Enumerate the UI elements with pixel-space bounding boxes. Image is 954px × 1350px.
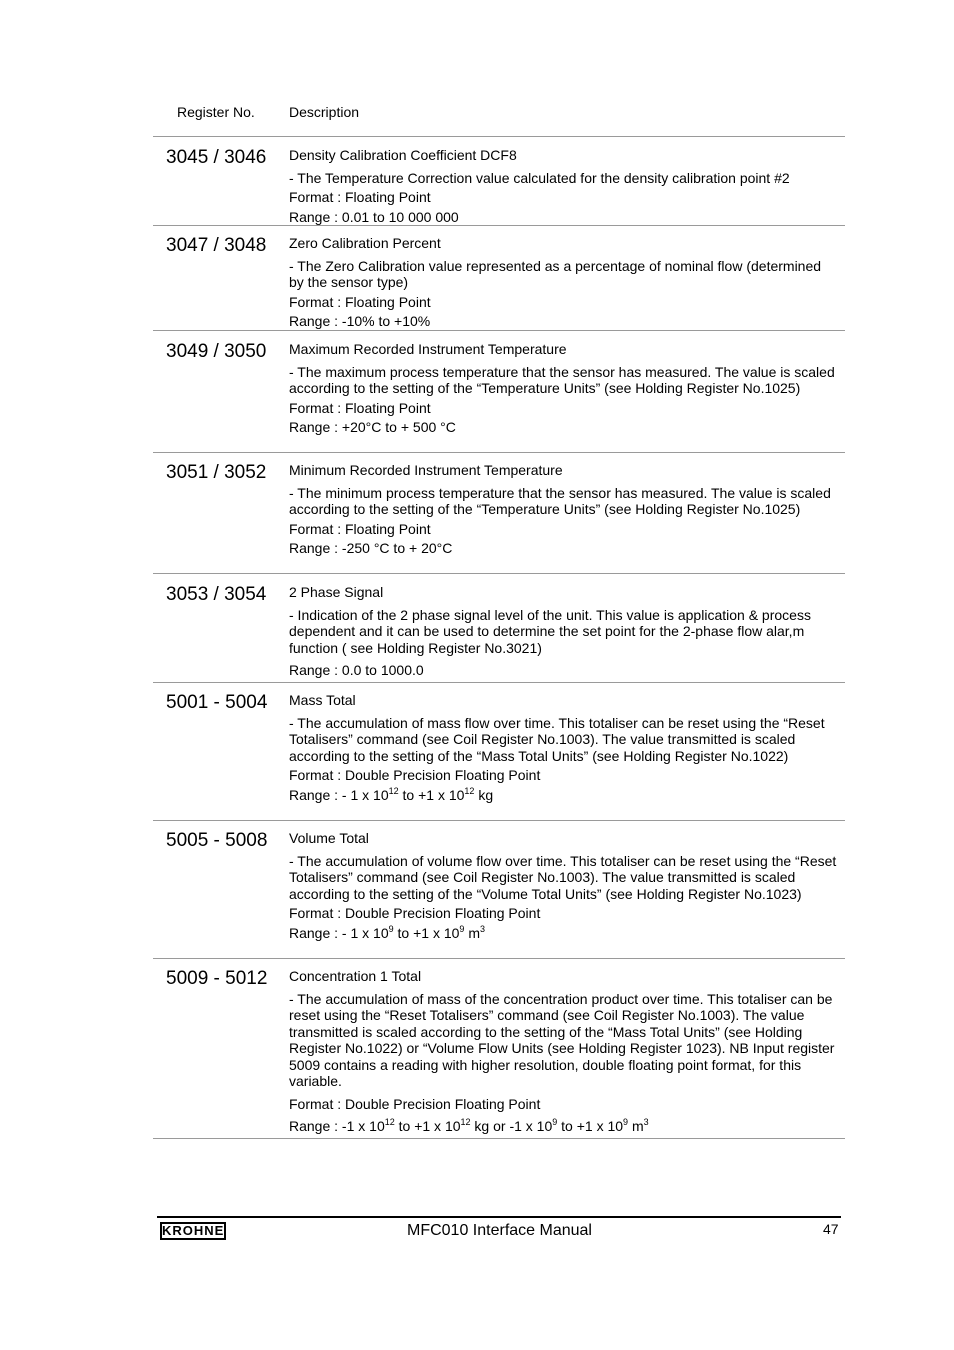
register-title: Maximum Recorded Instrument Temperature: [289, 341, 567, 357]
divider: [153, 330, 845, 331]
register-number: 5009 - 5012: [166, 968, 268, 989]
register-format: Format : Floating Point: [289, 293, 431, 310]
register-range: Range : -250 °C to + 20°C: [289, 540, 453, 556]
divider: [153, 1138, 845, 1139]
table-header: [177, 104, 360, 120]
register-description: [289, 462, 839, 557]
register-number: 5005 - 5008: [166, 830, 268, 851]
register-description: [289, 341, 839, 436]
register-body: - The accumulation of mass of the concentration product over time. This totaliser can be reset using the “Reset Totalisers” command (see Coil Register No.1003). The value transmitted is scaled according to the setting of the “Mass Total Units” (see Holding Register No.1022) or “Volume Flow Units (see Holding Register 1023). NB Input register 5009 contains a reading with higher resolution, double floating point format, for this variable.: [289, 990, 835, 1089]
register-format: Format : Double Precision Floating Point: [289, 767, 541, 783]
register-format: Format : Floating Point: [289, 520, 431, 537]
register-number: 3049 / 3050: [166, 341, 267, 362]
page-number: 47: [823, 1221, 839, 1237]
footer-rule: [157, 1216, 841, 1218]
header-description: Description: [289, 104, 360, 120]
divider: [153, 958, 845, 959]
register-description: [289, 584, 839, 679]
divider: [153, 136, 845, 137]
register-title: Minimum Recorded Instrument Temperature: [289, 462, 563, 478]
register-range: Range : - 1 x $10^9$ to +1 x $10^9$ $m^3$: [289, 923, 486, 941]
register-title: Volume Total: [289, 830, 369, 846]
divider: [153, 573, 845, 574]
register-description: [289, 692, 839, 805]
register-number: 3053 / 3054: [166, 584, 267, 605]
register-body: - The accumulation of volume flow over time. This totaliser can be reset using the “Reset Totalisers” command (see Coil Register No.1003). The value transmitted is scaled according to the setting of the “Volume Total Units” (see Holding Register No.1023): [289, 852, 837, 902]
register-title: Density Calibration Coefficient DCF8: [289, 147, 517, 163]
register-number: 3047 / 3048: [166, 235, 267, 256]
register-range: Range : -1 x $10^{12}$ to +1 x $10^{12}$ kg or -1 x $10^9$ to +1 x $10^9$ $m^3$: [289, 1117, 649, 1134]
register-range: Range : -10% to +10%: [289, 313, 431, 329]
register-body: - The Temperature Correction value calculated for the density calibration point #2: [289, 169, 790, 186]
register-title: Zero Calibration Percent: [289, 235, 441, 251]
header-register-no: Register No.: [177, 104, 255, 120]
register-range: Range : 0.01 to 10 000 000: [289, 208, 459, 225]
register-description: [289, 968, 839, 1137]
register-body: - The maximum process temperature that the sensor has measured. The value is scaled according to the setting of the “Temperature Units” (see Holding Register No.1025): [289, 363, 835, 396]
divider: [153, 225, 845, 226]
register-format: Format : Double Precision Floating Point: [289, 905, 541, 921]
register-body: - Indication of the 2 phase signal level of the unit. This value is application & process dependent and it can be used to determine the set point for the 2-phase flow alar,m function ( see Holding Register No.3021): [289, 606, 811, 656]
register-range: Range : 0.0 to 1000.0: [289, 662, 424, 678]
register-description: [289, 235, 839, 330]
krohne-logo: KROHNE: [162, 1223, 225, 1238]
divider: [153, 452, 845, 453]
register-description: [289, 147, 839, 225]
register-range: Range : +20°C to + 500 °C: [289, 419, 456, 435]
register-range: Range : - 1 x $10^{12}$ to +1 x $10^{12}$ kg: [289, 785, 494, 803]
register-format: Format : Floating Point: [289, 399, 431, 416]
divider: [153, 820, 845, 821]
register-number: 5001 - 5004: [166, 692, 268, 713]
register-body: - The minimum process temperature that the sensor has measured. The value is scaled according to the setting of the “Temperature Units” (see Holding Register No.1025): [289, 484, 831, 517]
register-format: Format : Floating Point: [289, 189, 431, 205]
register-title: Mass Total: [289, 692, 356, 708]
register-number: 3045 / 3046: [166, 147, 267, 168]
register-title: 2 Phase Signal: [289, 584, 384, 600]
register-number: 3051 / 3052: [166, 462, 267, 483]
register-body: - The accumulation of mass flow over time. This totaliser can be reset using the “Reset Totalisers” command (see Coil Register No.1003). The value transmitted is scaled according to the setting of the “Mass Total Units” (see Holding Register No.1022): [289, 714, 825, 764]
register-description: [289, 830, 839, 943]
register-title: Concentration 1 Total: [289, 968, 422, 984]
register-body: - The Zero Calibration value represented as a percentage of nominal flow (determined by the sensor type): [289, 257, 822, 290]
divider: [153, 682, 845, 683]
register-format: Format : Double Precision Floating Point: [289, 1095, 541, 1112]
manual-title: MFC010 Interface Manual: [407, 1222, 592, 1239]
